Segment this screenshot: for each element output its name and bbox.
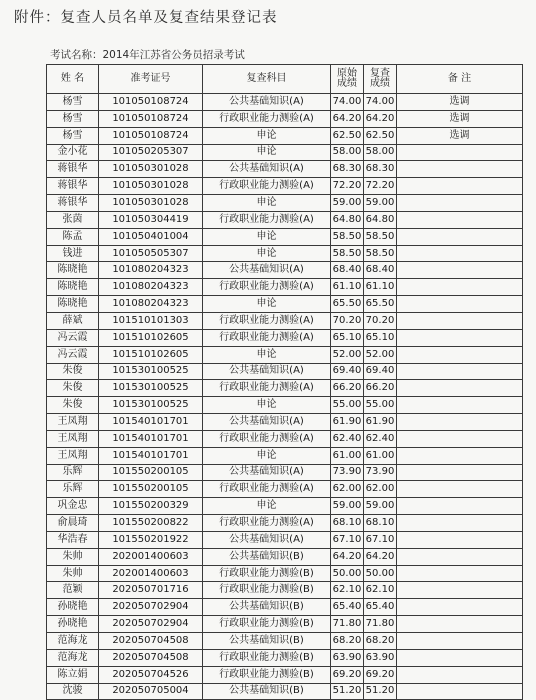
cell-ticket-number: 101550200822 — [99, 515, 203, 532]
cell-original-score: 61.90 — [331, 414, 364, 431]
cell-subject: 公共基础知识(B) — [203, 683, 331, 700]
table-row — [47, 397, 523, 414]
cell-note — [397, 616, 523, 633]
cell-name: 沈骏 — [47, 683, 99, 700]
cell-note — [397, 481, 523, 498]
cell-ticket-number: 101080204323 — [99, 262, 203, 279]
cell-note: 选调 — [397, 110, 523, 127]
cell-recheck-score: 65.40 — [364, 599, 397, 616]
cell-ticket-number: 101550200105 — [99, 481, 203, 498]
cell-subject: 申论 — [203, 296, 331, 313]
cell-name: 薛斌 — [47, 312, 99, 329]
cell-subject: 行政职业能力测验(A) — [203, 279, 331, 296]
recheck-results-table — [46, 64, 523, 700]
cell-subject: 公共基础知识(A) — [203, 414, 331, 431]
header-original-score — [331, 65, 364, 94]
cell-name: 朱帅 — [47, 548, 99, 565]
cell-name: 王凤翔 — [47, 430, 99, 447]
cell-ticket-number: 101050108724 — [99, 127, 203, 144]
cell-subject: 公共基础知识(B) — [203, 599, 331, 616]
cell-recheck-score: 68.30 — [364, 161, 397, 178]
cell-recheck-score: 64.20 — [364, 110, 397, 127]
header-recheck-score-line1: 复查 — [370, 68, 390, 79]
cell-original-score: 63.90 — [331, 649, 364, 666]
cell-name: 王凤翔 — [47, 447, 99, 464]
table-row — [47, 498, 523, 515]
header-name: 姓 名 — [47, 65, 99, 94]
header-recheck-score — [364, 65, 397, 94]
cell-note — [397, 346, 523, 363]
cell-name: 陈晓艳 — [47, 262, 99, 279]
cell-recheck-score: 64.20 — [364, 548, 397, 565]
exam-name: 考试名称：2014年江苏省公务员招录考试 — [50, 49, 245, 61]
cell-original-score: 58.00 — [331, 144, 364, 161]
table-row — [47, 245, 523, 262]
cell-original-score: 62.40 — [331, 430, 364, 447]
table-row — [47, 110, 523, 127]
cell-recheck-score: 62.40 — [364, 430, 397, 447]
table-row — [47, 94, 523, 111]
cell-note — [397, 649, 523, 666]
cell-note — [397, 211, 523, 228]
table-row — [47, 380, 523, 397]
cell-original-score: 67.10 — [331, 531, 364, 548]
cell-ticket-number: 101080204323 — [99, 296, 203, 313]
cell-note — [397, 228, 523, 245]
cell-original-score: 62.50 — [331, 127, 364, 144]
cell-name: 华浩春 — [47, 531, 99, 548]
table-row — [47, 144, 523, 161]
table-row — [47, 296, 523, 313]
cell-note — [397, 464, 523, 481]
cell-original-score: 73.90 — [331, 464, 364, 481]
cell-recheck-score: 68.10 — [364, 515, 397, 532]
table-row — [47, 228, 523, 245]
cell-ticket-number: 202050702904 — [99, 616, 203, 633]
cell-ticket-number: 202050702904 — [99, 599, 203, 616]
cell-subject: 行政职业能力测验(B) — [203, 565, 331, 582]
table-row — [47, 565, 523, 582]
table-row — [47, 447, 523, 464]
cell-recheck-score: 73.90 — [364, 464, 397, 481]
cell-ticket-number: 202001400603 — [99, 565, 203, 582]
cell-ticket-number: 202050704526 — [99, 666, 203, 683]
table-row — [47, 430, 523, 447]
cell-name: 范海龙 — [47, 649, 99, 666]
table-header-row — [47, 65, 523, 94]
cell-subject: 公共基础知识(A) — [203, 531, 331, 548]
cell-note — [397, 312, 523, 329]
cell-ticket-number: 202050704508 — [99, 633, 203, 650]
cell-name: 陈孟 — [47, 228, 99, 245]
cell-note — [397, 666, 523, 683]
cell-subject: 行政职业能力测验(A) — [203, 110, 331, 127]
cell-subject: 行政职业能力测验(A) — [203, 481, 331, 498]
cell-original-score: 64.20 — [331, 548, 364, 565]
table-row — [47, 279, 523, 296]
table-row — [47, 582, 523, 599]
cell-subject: 行政职业能力测验(B) — [203, 616, 331, 633]
cell-note — [397, 683, 523, 700]
cell-ticket-number: 101540101701 — [99, 430, 203, 447]
cell-name: 陈晓艳 — [47, 296, 99, 313]
cell-name: 杨雪 — [47, 127, 99, 144]
cell-original-score: 65.40 — [331, 599, 364, 616]
cell-ticket-number: 101080204323 — [99, 279, 203, 296]
header-note: 备 注 — [397, 65, 523, 94]
header-ticket-number: 准考证号 — [99, 65, 203, 94]
table-row — [47, 666, 523, 683]
table-row — [47, 127, 523, 144]
cell-name: 杨雪 — [47, 94, 99, 111]
cell-ticket-number: 101540101701 — [99, 447, 203, 464]
table-body — [47, 94, 523, 700]
cell-recheck-score: 61.00 — [364, 447, 397, 464]
table-row — [47, 548, 523, 565]
cell-name: 杨雪 — [47, 110, 99, 127]
cell-subject: 申论 — [203, 144, 331, 161]
cell-recheck-score: 71.80 — [364, 616, 397, 633]
cell-recheck-score: 67.10 — [364, 531, 397, 548]
cell-name: 朱帅 — [47, 565, 99, 582]
cell-recheck-score: 69.40 — [364, 363, 397, 380]
cell-recheck-score: 61.90 — [364, 414, 397, 431]
cell-original-score: 64.80 — [331, 211, 364, 228]
cell-subject: 公共基础知识(A) — [203, 363, 331, 380]
table-row — [47, 211, 523, 228]
cell-subject: 行政职业能力测验(B) — [203, 582, 331, 599]
cell-name: 朱俊 — [47, 363, 99, 380]
table-row — [47, 464, 523, 481]
cell-note: 选调 — [397, 127, 523, 144]
cell-subject: 申论 — [203, 498, 331, 515]
cell-ticket-number: 101050505307 — [99, 245, 203, 262]
cell-ticket-number: 101540101701 — [99, 414, 203, 431]
cell-original-score: 68.40 — [331, 262, 364, 279]
cell-note — [397, 161, 523, 178]
cell-name: 陈晓艳 — [47, 279, 99, 296]
cell-name: 钱进 — [47, 245, 99, 262]
cell-recheck-score: 58.00 — [364, 144, 397, 161]
cell-ticket-number: 202001400603 — [99, 548, 203, 565]
cell-original-score: 61.00 — [331, 447, 364, 464]
table-row — [47, 531, 523, 548]
cell-name: 张茵 — [47, 211, 99, 228]
cell-original-score: 69.40 — [331, 363, 364, 380]
cell-name: 金小花 — [47, 144, 99, 161]
cell-recheck-score: 55.00 — [364, 397, 397, 414]
cell-name: 乐辉 — [47, 481, 99, 498]
cell-original-score: 69.20 — [331, 666, 364, 683]
cell-recheck-score: 59.00 — [364, 498, 397, 515]
cell-note — [397, 262, 523, 279]
table-row — [47, 649, 523, 666]
cell-subject: 公共基础知识(A) — [203, 262, 331, 279]
cell-note — [397, 515, 523, 532]
cell-original-score: 74.00 — [331, 94, 364, 111]
cell-ticket-number: 101050108724 — [99, 94, 203, 111]
cell-original-score: 70.20 — [331, 312, 364, 329]
cell-subject: 申论 — [203, 228, 331, 245]
cell-name: 冯云霞 — [47, 346, 99, 363]
cell-ticket-number: 101530100525 — [99, 397, 203, 414]
cell-name: 孙晓艳 — [47, 599, 99, 616]
cell-subject: 公共基础知识(A) — [203, 464, 331, 481]
table-row — [47, 515, 523, 532]
cell-original-score: 64.20 — [331, 110, 364, 127]
cell-name: 冯云霞 — [47, 329, 99, 346]
cell-note — [397, 144, 523, 161]
cell-recheck-score: 63.90 — [364, 649, 397, 666]
cell-name: 朱俊 — [47, 380, 99, 397]
cell-recheck-score: 69.20 — [364, 666, 397, 683]
cell-name: 俞晨琦 — [47, 515, 99, 532]
cell-original-score: 65.10 — [331, 329, 364, 346]
cell-subject: 公共基础知识(A) — [203, 94, 331, 111]
cell-note — [397, 599, 523, 616]
cell-recheck-score: 70.20 — [364, 312, 397, 329]
cell-recheck-score: 52.00 — [364, 346, 397, 363]
table-row — [47, 329, 523, 346]
cell-subject: 行政职业能力测验(A) — [203, 430, 331, 447]
cell-name: 孙晓艳 — [47, 616, 99, 633]
cell-ticket-number: 101530100525 — [99, 363, 203, 380]
table-row — [47, 481, 523, 498]
table-row — [47, 346, 523, 363]
cell-ticket-number: 101050301028 — [99, 178, 203, 195]
cell-original-score: 58.50 — [331, 245, 364, 262]
cell-ticket-number: 101050108724 — [99, 110, 203, 127]
cell-ticket-number: 202050705004 — [99, 683, 203, 700]
cell-original-score: 62.00 — [331, 481, 364, 498]
cell-note — [397, 279, 523, 296]
cell-name: 范海龙 — [47, 633, 99, 650]
cell-original-score: 52.00 — [331, 346, 364, 363]
cell-note — [397, 447, 523, 464]
cell-recheck-score: 72.20 — [364, 178, 397, 195]
cell-note — [397, 565, 523, 582]
cell-subject: 申论 — [203, 195, 331, 212]
cell-original-score: 66.20 — [331, 380, 364, 397]
cell-subject: 申论 — [203, 346, 331, 363]
header-subject: 复查科目 — [203, 65, 331, 94]
cell-original-score: 59.00 — [331, 195, 364, 212]
cell-subject: 行政职业能力测验(A) — [203, 178, 331, 195]
cell-note — [397, 430, 523, 447]
cell-subject: 行政职业能力测验(A) — [203, 380, 331, 397]
cell-recheck-score: 58.50 — [364, 228, 397, 245]
cell-recheck-score: 58.50 — [364, 245, 397, 262]
table-row — [47, 616, 523, 633]
cell-subject: 公共基础知识(A) — [203, 161, 331, 178]
cell-original-score: 71.80 — [331, 616, 364, 633]
cell-subject: 行政职业能力测验(A) — [203, 211, 331, 228]
cell-note — [397, 380, 523, 397]
cell-original-score: 65.50 — [331, 296, 364, 313]
cell-ticket-number: 101550201922 — [99, 531, 203, 548]
header-recheck-score-line2: 成绩 — [370, 78, 390, 89]
cell-recheck-score: 65.50 — [364, 296, 397, 313]
cell-subject: 公共基础知识(B) — [203, 633, 331, 650]
cell-original-score: 59.00 — [331, 498, 364, 515]
cell-original-score: 72.20 — [331, 178, 364, 195]
cell-note — [397, 329, 523, 346]
table-row — [47, 633, 523, 650]
cell-original-score: 55.00 — [331, 397, 364, 414]
cell-note — [397, 363, 523, 380]
cell-original-score: 62.10 — [331, 582, 364, 599]
cell-original-score: 51.20 — [331, 683, 364, 700]
cell-recheck-score: 68.40 — [364, 262, 397, 279]
cell-recheck-score: 61.10 — [364, 279, 397, 296]
document-title: 附件：复查人员名单及复查结果登记表 — [14, 10, 278, 26]
cell-recheck-score: 68.20 — [364, 633, 397, 650]
cell-name: 朱俊 — [47, 397, 99, 414]
table-row — [47, 414, 523, 431]
cell-note — [397, 397, 523, 414]
table-row — [47, 599, 523, 616]
cell-recheck-score: 62.00 — [364, 481, 397, 498]
table-row — [47, 262, 523, 279]
cell-subject: 行政职业能力测验(B) — [203, 666, 331, 683]
cell-recheck-score: 74.00 — [364, 94, 397, 111]
cell-original-score: 68.30 — [331, 161, 364, 178]
cell-note — [397, 195, 523, 212]
cell-name: 陈立娟 — [47, 666, 99, 683]
cell-recheck-score: 66.20 — [364, 380, 397, 397]
cell-name: 巩金忠 — [47, 498, 99, 515]
cell-original-score: 68.10 — [331, 515, 364, 532]
cell-recheck-score: 51.20 — [364, 683, 397, 700]
cell-recheck-score: 50.00 — [364, 565, 397, 582]
cell-subject: 行政职业能力测验(A) — [203, 329, 331, 346]
table-row — [47, 178, 523, 195]
table-row — [47, 161, 523, 178]
cell-name: 乐辉 — [47, 464, 99, 481]
cell-note: 选调 — [397, 94, 523, 111]
cell-note — [397, 531, 523, 548]
cell-original-score: 50.00 — [331, 565, 364, 582]
cell-ticket-number: 101550200105 — [99, 464, 203, 481]
cell-subject: 申论 — [203, 447, 331, 464]
table-row — [47, 312, 523, 329]
cell-name: 蒋银华 — [47, 178, 99, 195]
cell-note — [397, 498, 523, 515]
cell-name: 王凤翔 — [47, 414, 99, 431]
cell-subject: 申论 — [203, 397, 331, 414]
cell-ticket-number: 101050304419 — [99, 211, 203, 228]
cell-ticket-number: 101510102605 — [99, 329, 203, 346]
cell-note — [397, 245, 523, 262]
header-original-score-line2: 成绩 — [337, 78, 357, 89]
header-original-score-line1: 原始 — [337, 68, 357, 79]
cell-original-score: 58.50 — [331, 228, 364, 245]
cell-ticket-number: 202050704508 — [99, 649, 203, 666]
cell-recheck-score: 62.10 — [364, 582, 397, 599]
cell-note — [397, 296, 523, 313]
cell-ticket-number: 101510102605 — [99, 346, 203, 363]
table-row — [47, 195, 523, 212]
cell-ticket-number: 101530100525 — [99, 380, 203, 397]
cell-name: 蒋银华 — [47, 195, 99, 212]
cell-ticket-number: 202050701716 — [99, 582, 203, 599]
cell-original-score: 61.10 — [331, 279, 364, 296]
cell-ticket-number: 101050401004 — [99, 228, 203, 245]
table-row — [47, 683, 523, 700]
cell-note — [397, 414, 523, 431]
cell-name: 蒋银华 — [47, 161, 99, 178]
table-row — [47, 363, 523, 380]
cell-subject: 公共基础知识(B) — [203, 548, 331, 565]
cell-subject: 申论 — [203, 127, 331, 144]
cell-subject: 行政职业能力测验(B) — [203, 649, 331, 666]
cell-note — [397, 178, 523, 195]
cell-ticket-number: 101510101303 — [99, 312, 203, 329]
cell-recheck-score: 65.10 — [364, 329, 397, 346]
cell-note — [397, 548, 523, 565]
cell-subject: 行政职业能力测验(A) — [203, 312, 331, 329]
cell-original-score: 68.20 — [331, 633, 364, 650]
cell-ticket-number: 101050205307 — [99, 144, 203, 161]
cell-ticket-number: 101550200329 — [99, 498, 203, 515]
cell-subject: 行政职业能力测验(A) — [203, 515, 331, 532]
cell-note — [397, 633, 523, 650]
cell-recheck-score: 62.50 — [364, 127, 397, 144]
cell-recheck-score: 64.80 — [364, 211, 397, 228]
cell-name: 范颖 — [47, 582, 99, 599]
cell-subject: 申论 — [203, 245, 331, 262]
cell-ticket-number: 101050301028 — [99, 161, 203, 178]
cell-recheck-score: 59.00 — [364, 195, 397, 212]
cell-ticket-number: 101050301028 — [99, 195, 203, 212]
cell-note — [397, 582, 523, 599]
